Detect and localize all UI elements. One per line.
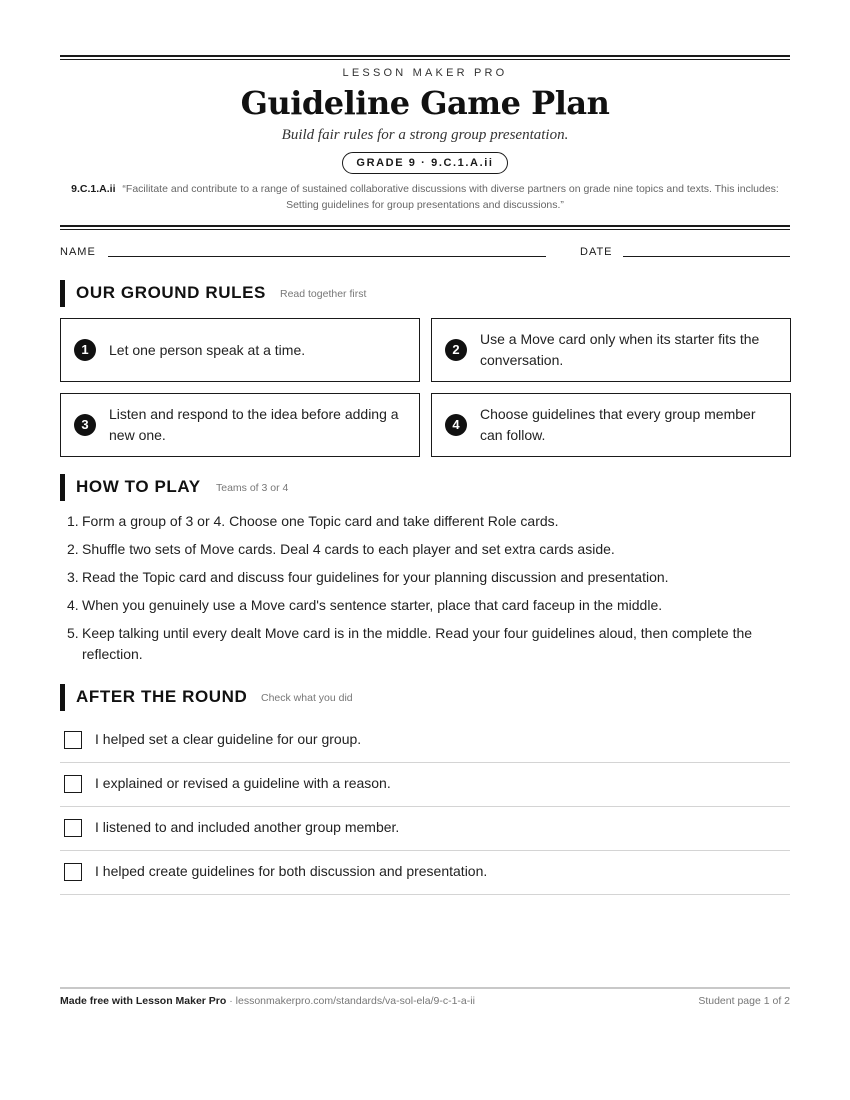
step-text: When you genuinely use a Move card's sentence starter, place that card faceup in the middle. (82, 597, 663, 613)
how-to-play-heading: HOW TO PLAY (76, 477, 201, 496)
page-title: Guideline Game Plan (240, 84, 610, 122)
page-subtitle: Build fair rules for a strong group presentation. (281, 127, 569, 143)
ground-rule-card (431, 393, 791, 457)
grade-badge-wrap (60, 152, 790, 174)
top-divider (60, 55, 790, 60)
footer-separator: · (226, 995, 236, 1007)
section-bar (60, 684, 65, 711)
ground-rules-heading: OUR GROUND RULES (76, 283, 266, 302)
rule-number-badge: 3 (74, 414, 96, 436)
date-label: DATE (580, 246, 613, 258)
section-bar (60, 474, 65, 501)
name-field[interactable] (108, 256, 546, 257)
rule-number-badge: 1 (74, 339, 96, 361)
step-text: Form a group of 3 or 4. Choose one Topic card and take different Role cards. (82, 513, 559, 529)
reflection-item (60, 807, 790, 851)
after-round-note: Check what you did (261, 692, 353, 704)
standard-code: 9.C.1.A.ii (71, 183, 116, 195)
step-number: 4. (67, 597, 79, 613)
step-item (60, 623, 790, 665)
ground-rule-card (60, 393, 420, 457)
reflection-checkbox[interactable] (64, 863, 82, 881)
footer-divider (60, 987, 790, 989)
step-item (60, 539, 790, 560)
after-round-heading: AFTER THE ROUND (76, 687, 248, 706)
reflection-item (60, 763, 790, 807)
how-to-play-note: Teams of 3 or 4 (216, 482, 289, 494)
brand-name: LESSON MAKER PRO (342, 67, 508, 79)
step-text: Read the Topic card and discuss four guidelines for your planning discussion and presentation. (82, 569, 669, 585)
standard-text: “Facilitate and contribute to a range of sustained collaborative discussions with diverse partners on grade nine topics and texts. This includes: Setting guidelines for group presentations and discussions.” (122, 183, 779, 211)
name-label: NAME (60, 246, 96, 258)
ground-rules-note: Read together first (280, 288, 367, 300)
step-number: 2. (67, 541, 79, 557)
how-to-play-steps (60, 511, 790, 672)
step-item (60, 567, 790, 588)
footer-page-number: Student page 1 of 2 (698, 995, 790, 1007)
step-item (60, 511, 790, 532)
reflection-label: I helped set a clear guideline for our group. (95, 731, 362, 747)
rule-text: Listen and respond to the idea before adding a new one. (109, 406, 399, 443)
footer-url[interactable]: lessonmakerpro.com/standards/va-sol-ela/9-c-1-a-ii (235, 995, 475, 1007)
rule-number-badge: 2 (445, 339, 467, 361)
standard-statement (60, 181, 790, 213)
step-text: Shuffle two sets of Move cards. Deal 4 cards to each player and set extra cards aside. (82, 541, 615, 557)
footer-made-with: Made free with Lesson Maker Pro (60, 995, 227, 1007)
reflection-item (60, 851, 790, 895)
after-round-header (60, 684, 790, 712)
worksheet-page (60, 0, 790, 1100)
reflection-item (60, 719, 790, 763)
step-number: 1. (67, 513, 79, 529)
reflection-label: I listened to and included another group member. (95, 819, 400, 835)
rule-text: Let one person speak at a time. (109, 341, 306, 358)
date-field[interactable] (623, 256, 790, 257)
rule-text: Choose guidelines that every group member can follow. (480, 406, 756, 443)
reflection-checkbox[interactable] (64, 775, 82, 793)
ground-rules-header (60, 280, 790, 308)
step-item (60, 595, 790, 616)
how-to-play-header (60, 474, 790, 502)
header-divider (60, 225, 790, 230)
reflection-label: I helped create guidelines for both discussion and presentation. (95, 863, 488, 879)
reflection-label: I explained or revised a guideline with a reason. (95, 775, 391, 791)
rule-text: Use a Move card only when its starter fits the conversation. (480, 331, 760, 368)
reflection-checkbox[interactable] (64, 819, 82, 837)
step-text: Keep talking until every dealt Move card is in the middle. Read your four guidelines aloud, then complete the reflection. (82, 625, 753, 662)
footer-credit (60, 995, 475, 1007)
grade-badge: GRADE 9 · 9.C.1.A.ii (342, 152, 507, 174)
name-date-row (60, 246, 790, 262)
step-number: 3. (67, 569, 79, 585)
reflection-checkbox[interactable] (64, 731, 82, 749)
ground-rule-card (431, 318, 791, 382)
step-number: 5. (67, 625, 79, 641)
rule-number-badge: 4 (445, 414, 467, 436)
ground-rule-card (60, 318, 420, 382)
section-bar (60, 280, 65, 307)
